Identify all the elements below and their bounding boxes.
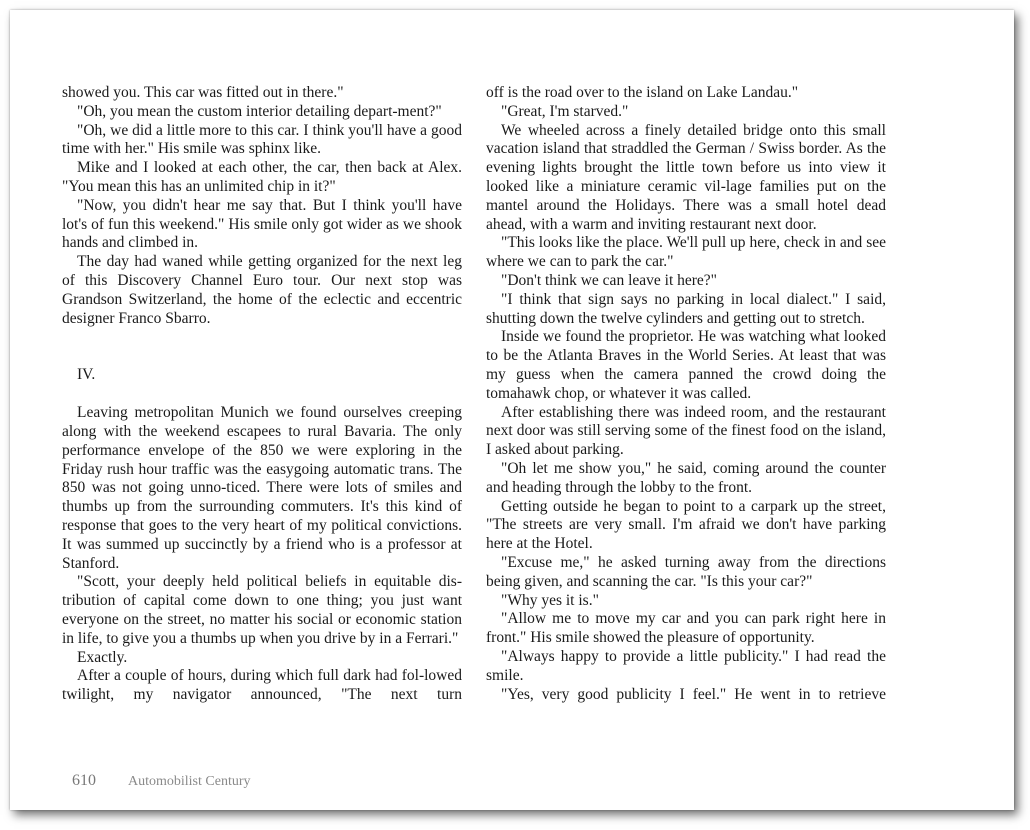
section-heading: IV.	[77, 366, 96, 384]
right-column	[486, 84, 886, 704]
paragraph: "Allow me to move my car and you can park right here in front." His smile showed the pleasure of opportunity.	[486, 610, 886, 647]
paragraph: "Excuse me," he asked turning away from the directions being given, and scanning the car. "Is this your car?"	[486, 553, 886, 590]
book-page	[10, 10, 1014, 810]
paragraph: "Why yes it is."	[501, 591, 599, 609]
paragraph: "Oh let me show you," he said, coming around the counter and heading through the lobby to the front.	[486, 459, 886, 496]
paragraph: "Yes, very good publicity I feel." He went in to retrieve	[501, 685, 886, 703]
running-title: Automobilist Century	[128, 774, 251, 789]
paragraph: "Oh, we did a little more to this car. I think you'll have a good time with her." His smile was sphinx like.	[62, 121, 462, 158]
paragraph: After establishing there was indeed room, and the restaurant next door was still serving some of the finest food on the island, I asked about parking.	[486, 403, 886, 459]
paragraph: We wheeled across a finely detailed bridge onto this small vacation island that straddled the German / Swiss border. As the evening lights brought the little town before us into view it looked like a miniature ceramic vil-lage families put on the mantel around the Holidays. There was a small hotel dead ahead, with a warm and inviting restaurant next door.	[486, 121, 886, 233]
paragraph: "Oh, you mean the custom interior detailing depart-ment?"	[77, 102, 442, 120]
paragraph: "Scott, your deeply held political beliefs in equitable dis-tribution of capital come down to one thing; you just want everyone on the street, no matter his social or economic station in life, to give you a thumbs up when you drive by in a Ferrari."	[62, 573, 462, 647]
paragraph: Inside we found the proprietor. He was watching what looked to be the Atlanta Braves in the World Series. At least that was my guess when the camera panned the crowd doing the tomahawk chop, or whatever it was called.	[486, 328, 886, 402]
paragraph: off is the road over to the island on Lake Landau."	[486, 84, 799, 101]
page-footer	[72, 772, 251, 790]
page-number: 610	[72, 772, 96, 789]
paragraph: "Don't think we can leave it here?"	[501, 271, 718, 289]
paragraph: "Always happy to provide a little publicity." I had read the smile.	[486, 647, 886, 684]
paragraph: After a couple of hours, during which full dark had fol-lowed twilight, my navigator announced, "The next turn	[62, 667, 462, 704]
paragraph: "I think that sign says no parking in local dialect." I said, shutting down the twelve cylinders and getting out to stretch.	[486, 290, 886, 327]
paragraph: Leaving metropolitan Munich we found ourselves creeping along with the weekend escapees to rural Bavaria. The only performance envelope of the 850 we were exploring in the Friday rush hour traffic was the easygoing automatic trans. The 850 was not going unno-ticed. There were lots of smiles and thumbs up from the surrounding commuters. It's this kind of response that goes to the very heart of my political convictions. It was summed up succinctly by a friend who is a professor at Stanford.	[62, 404, 462, 572]
paragraph: The day had waned while getting organized for the next leg of this Discovery Channel Euro tour. Our next stop was Grandson Switzerland, the home of the eclectic and eccentric designer Franco Sbarro.	[62, 253, 462, 327]
paragraph: Getting outside he began to point to a carpark up the street, "The streets are very small. I'm afraid we don't have parking here at the Hotel.	[486, 497, 886, 553]
paragraph: "This looks like the place. We'll pull up here, check in and see where we can to park the car."	[486, 234, 886, 271]
paragraph: "Great, I'm starved."	[501, 102, 629, 120]
paragraph: showed you. This car was fitted out in there."	[62, 84, 344, 101]
paragraph: Mike and I looked at each other, the car, then back at Alex. "You mean this has an unlimited chip in it?"	[62, 159, 462, 195]
paragraph: "Now, you didn't hear me say that. But I think you'll have lot's of fun this weekend." His smile only got wider as we shook hands and climbed in.	[62, 196, 462, 252]
left-column	[62, 84, 462, 705]
paragraph: Exactly.	[77, 648, 128, 666]
